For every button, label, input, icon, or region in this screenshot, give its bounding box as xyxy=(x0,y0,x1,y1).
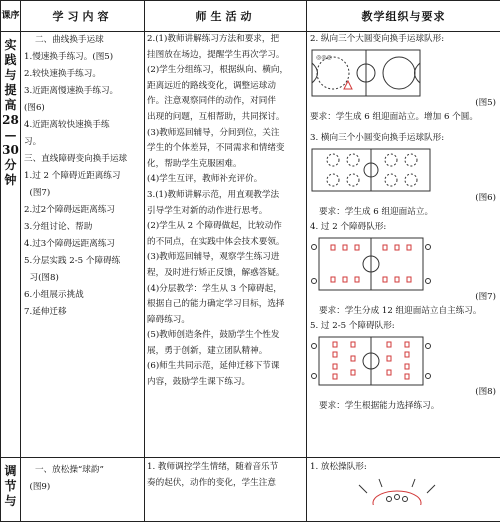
content-line: (图6) xyxy=(21,100,144,117)
content-cell xyxy=(21,32,145,458)
activity-line: 3.(1)教师讲解示范，用直观教学法 xyxy=(145,188,306,204)
activity-line: (4)分层教学：学生从 3 个障碍起， xyxy=(145,282,306,298)
content-line: 2.较快速换手练习。 xyxy=(21,66,144,83)
sun-formation-diagram xyxy=(337,477,457,505)
fig6-title: 3. 横向三个小圆变向换手运球队形: xyxy=(307,131,500,146)
activity-line: 挂图放在场边，提醒学生再次学习。 xyxy=(145,48,306,64)
activity-line: (5)教师创造条件，鼓励学生个性发 xyxy=(145,328,306,344)
content-line: 7.延伸迁移 xyxy=(21,304,144,321)
activity-line: 1. 教师调控学生情绪，随着音乐节 xyxy=(145,460,306,476)
organization-cell xyxy=(307,32,500,458)
content-line: 4.过3个障碍远距离练习 xyxy=(21,236,144,253)
content-line: 3.分组讨论、帮助 xyxy=(21,219,144,236)
activities-cell xyxy=(145,32,307,458)
content-line: (图9) xyxy=(21,479,144,496)
organization-cell-2 xyxy=(307,458,500,522)
activity-line: 障碍练习。 xyxy=(145,313,306,329)
content-line: 一、放松操“球韵” xyxy=(21,462,144,479)
content-line: 6.小组展示挑战 xyxy=(21,287,144,304)
content-line: 2.过2个障碍远距离练习 xyxy=(21,202,144,219)
svg-text:◎◎◎: ◎◎◎ xyxy=(316,54,332,61)
activity-line: 引导学生对新的动作进行思考。 xyxy=(145,204,306,220)
activity-line: (3)教师巡回辅导，分间到位，关注 xyxy=(145,126,306,142)
activity-line: 2.(1)教师讲解练习方法和要求，把 xyxy=(145,32,306,48)
content-line: 三、直线障碍变向换手运球 xyxy=(21,151,144,168)
content-cell-2 xyxy=(21,458,145,522)
activity-line: 奏的起伏，动作的变化，学生注意 xyxy=(145,476,306,492)
fig7-caption: (图7) xyxy=(307,291,500,304)
fig5-requirement: 要求：学生成 6 组迎面站立。增加 6 个圆。 xyxy=(307,110,500,125)
fig8-caption: (图8) xyxy=(307,386,500,399)
content-line: 5.分层实践 2-5 个障碍练 xyxy=(21,253,144,270)
activity-line: (2)学生从 2 个障碍做起，比较动作 xyxy=(145,219,306,235)
content-line: (图7) xyxy=(21,185,144,202)
header-organization: 教学组织与要求 xyxy=(307,1,500,32)
fig7-requirement: 要求：学生分成 12 组迎面站立自主练习。 xyxy=(307,304,500,319)
fig5-title: 2. 纵向三个大圆变向换手运球队形: xyxy=(307,32,500,47)
fig8-requirement: 要求：学生根据能力选择练习。 xyxy=(307,399,500,414)
header-row xyxy=(1,1,500,32)
section-practice: 实 践 与 提 高 28 — 30 分 钟 xyxy=(1,32,21,458)
activity-line: 学生的个体差异，不同需求和情绪变 xyxy=(145,141,306,157)
court-diagram-fig8 xyxy=(311,336,431,386)
activity-line: 程，及时进行矫正反馈，解惑答疑。 xyxy=(145,266,306,282)
practice-row xyxy=(1,32,500,458)
activity-line: (4)学生互评，教师补充评价。 xyxy=(145,172,306,188)
activity-line: (2)学生分组练习，根据纵向、横向， xyxy=(145,63,306,79)
section-adjustment: 调 节 与 xyxy=(1,458,21,522)
fig8-title: 5. 过 2-5 个障碍队形: xyxy=(307,319,500,334)
activities-cell-2 xyxy=(145,458,307,522)
content-line: 二、曲线换手运球 xyxy=(21,32,144,49)
content-line: 4.近距离较快速换手练 xyxy=(21,117,144,134)
adjustment-row xyxy=(1,458,500,522)
court-diagram-fig5 xyxy=(311,49,421,97)
activity-line: 展，勇于创新，建立团队精神。 xyxy=(145,344,306,360)
content-line: 1.慢速换手练习。(图5) xyxy=(21,49,144,66)
activity-line: (3)教师巡回辅导，观察学生练习进 xyxy=(145,250,306,266)
activity-line: 作。注意观察同伴的动作，对同伴 xyxy=(145,94,306,110)
activity-line: 距离远近的路线变化，调整运球动 xyxy=(145,79,306,95)
header-activities: 师生活动 xyxy=(145,1,307,32)
content-line: 1.过 2 个障碍近距离练习 xyxy=(21,168,144,185)
content-line: 习。 xyxy=(21,134,144,151)
court-diagram-fig6 xyxy=(311,148,431,192)
activity-line: (6)师生共同示范，延伸迁移下节课 xyxy=(145,359,306,375)
fig9-title: 1. 放松操队形: xyxy=(307,460,500,475)
fig5-caption: (图5) xyxy=(307,97,500,110)
fig6-requirement: 要求：学生成 6 组迎面站立。 xyxy=(307,205,500,220)
header-content: 学习内容 xyxy=(21,1,145,32)
activity-line: 根据自己的能力确定学习目标，选择 xyxy=(145,297,306,313)
activity-line: 的不同点，在实践中体会技术要领。 xyxy=(145,235,306,251)
activity-line: 化，帮助学生克服困难。 xyxy=(145,157,306,173)
activity-line: 出现的问题，互相帮助，共同探讨。 xyxy=(145,110,306,126)
fig6-caption: (图6) xyxy=(307,192,500,205)
content-line: 3.近距离慢速换手练习。 xyxy=(21,83,144,100)
fig7-title: 4. 过 2 个障碍队形: xyxy=(307,220,500,235)
content-line: 习(图8) xyxy=(21,270,144,287)
activity-line: 内容，鼓励学生课下练习。 xyxy=(145,375,306,391)
court-diagram-fig7 xyxy=(311,237,431,291)
header-lesson-order: 课序 xyxy=(1,1,21,32)
